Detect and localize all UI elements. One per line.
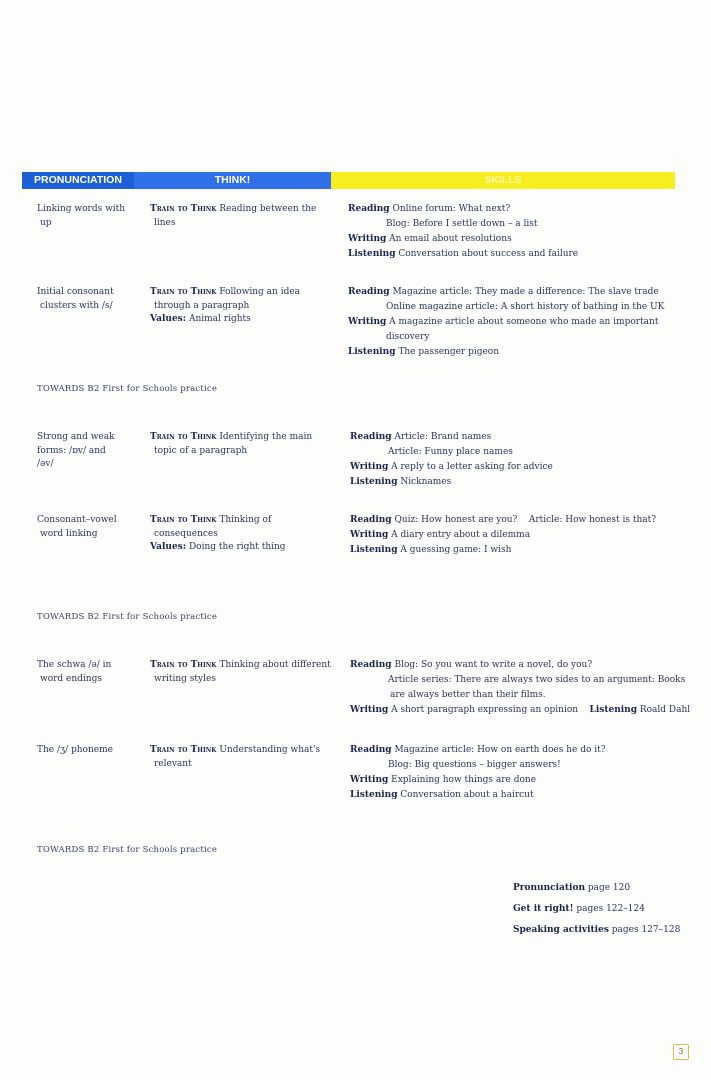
towards-practice-2: TOWARDS B2 First for Schools practice (37, 612, 218, 622)
skill-label: Listening (348, 347, 396, 357)
think-text: Understanding what's (216, 745, 321, 755)
think-line (150, 286, 300, 300)
header-think: THINK! (134, 172, 331, 189)
train-to-think-label: Train to Think (150, 515, 217, 525)
think-line (150, 431, 312, 445)
skill-text: Explaining how things are done (388, 775, 537, 785)
skill-text: Online forum: What next? (389, 204, 511, 214)
values-line (150, 313, 300, 327)
skill-label: Reading (348, 204, 390, 214)
skill-text: Blog: So you want to write a novel, do you? (391, 660, 593, 670)
pronunciation-line: clusters with /s/ (40, 300, 113, 311)
think-line: relevant (154, 758, 192, 769)
think-line (150, 203, 316, 217)
skill-text: A guessing game: I wish (397, 545, 512, 555)
skill-label: Listening (589, 705, 637, 715)
pronunciation-line: Consonant–vowel (37, 515, 117, 525)
think-line (150, 744, 320, 758)
header-skills: SKILLS (331, 172, 675, 189)
ref-pronunciation: Pronunciation page 120 (513, 883, 631, 893)
skill-label: Writing (350, 530, 389, 540)
skill-label: Writing (350, 462, 389, 472)
skills-line (350, 514, 656, 528)
skills-line (348, 316, 664, 330)
skills-line (348, 346, 664, 360)
think-text: Following an idea (216, 287, 301, 297)
train-to-think-label: Train to Think (150, 660, 217, 670)
think-cell (150, 431, 312, 458)
skills-line (350, 461, 553, 475)
skills-line (350, 544, 656, 558)
pronunciation-line: word endings (40, 673, 102, 684)
values-text: Animal rights (188, 314, 251, 324)
skill-label: Reading (350, 432, 392, 442)
skill-text: Magazine article: How on earth does he do it? (391, 745, 606, 755)
skill-text: Conversation about a haircut (397, 790, 534, 800)
think-line: topic of a paragraph (154, 445, 248, 456)
skills-line (350, 759, 606, 773)
think-text: Reading between the (216, 204, 317, 214)
pronunciation-line: Initial consonant (37, 287, 114, 297)
skills-cell (350, 744, 606, 804)
ref-get-it-right: Get it right! pages 122–124 (513, 904, 645, 914)
skills-line (348, 218, 578, 232)
skills-line (350, 789, 606, 803)
think-cell (150, 286, 300, 327)
skills-line (348, 286, 664, 300)
think-line: writing styles (154, 673, 216, 684)
pronunciation-line: Strong and weak (37, 432, 115, 442)
skills-line (348, 203, 578, 217)
skill-text: An email about resolutions (386, 234, 512, 244)
skills-line (348, 233, 578, 247)
train-to-think-label: Train to Think (150, 432, 217, 442)
skills-line (350, 774, 606, 788)
skill-text: Magazine article: They made a difference: The slave trade (389, 287, 659, 297)
skills-line (348, 301, 664, 315)
skill-text: A diary entry about a dilemma (388, 530, 531, 540)
skills-cell (350, 431, 553, 491)
skill-label: Writing (350, 775, 389, 785)
towards-practice-1: TOWARDS B2 First for Schools practice (37, 384, 218, 394)
skills-cell (348, 286, 664, 361)
pronunciation-cell (37, 744, 113, 758)
pronunciation-line: The schwa /ə/ in (37, 660, 112, 670)
think-text: Thinking about different (216, 660, 331, 670)
skill-label: Listening (350, 545, 398, 555)
pronunciation-line: /əv/ (37, 459, 54, 469)
values-label: Values: (150, 542, 187, 552)
skill-text: Online magazine article: A short history of bathing in the UK (386, 302, 665, 312)
skill-text: Conversation about success and failure (395, 249, 579, 259)
skill-text: The passenger pigeon (395, 347, 500, 357)
think-text: Thinking of (216, 515, 272, 525)
skills-line (350, 704, 690, 718)
skills-cell (350, 514, 656, 559)
pronunciation-cell (37, 514, 117, 541)
pronunciation-line: word linking (40, 528, 98, 539)
skills-line (348, 331, 664, 345)
think-cell (150, 514, 286, 555)
skill-text: Roald Dahl (637, 705, 691, 715)
skill-label: Writing (348, 317, 387, 327)
train-to-think-label: Train to Think (150, 287, 217, 297)
skill-label: Reading (350, 515, 392, 525)
pronunciation-line: Linking words with (37, 204, 126, 214)
skills-line (350, 476, 553, 490)
skill-text: Article: Funny place names (388, 447, 513, 457)
skill-text: Blog: Before I settle down – a list (386, 219, 538, 229)
pronunciation-line: up (40, 217, 52, 228)
header-pronunciation: PRONUNCIATION (22, 172, 134, 189)
skill-text: A reply to a letter asking for advice (388, 462, 553, 472)
skills-line (350, 689, 690, 703)
think-cell (150, 203, 316, 230)
skill-text: Article: Brand names (391, 432, 492, 442)
skill-label: Listening (348, 249, 396, 259)
pronunciation-cell (37, 659, 111, 686)
page-number: 3 (673, 1044, 689, 1060)
skill-text: are always better than their films. (390, 690, 546, 700)
table-header (22, 172, 675, 189)
pronunciation-cell (37, 286, 114, 313)
skill-label: Reading (350, 660, 392, 670)
think-cell (150, 744, 320, 771)
skills-line (350, 529, 656, 543)
skill-label: Reading (348, 287, 390, 297)
think-line: consequences (154, 528, 218, 539)
skill-text: Quiz: How honest are you? Article: How honest is that? (391, 515, 657, 525)
think-line (150, 514, 286, 528)
think-line (150, 659, 331, 673)
skills-line (350, 744, 606, 758)
skill-text: Blog: Big questions – bigger answers! (388, 760, 561, 770)
skills-line (348, 248, 578, 262)
skills-cell (348, 203, 578, 263)
think-text: Identifying the main (216, 432, 313, 442)
values-line (150, 541, 286, 555)
skill-label: Writing (350, 705, 389, 715)
values-text: Doing the right thing (188, 542, 286, 552)
skill-label: Listening (350, 790, 398, 800)
values-label: Values: (150, 314, 187, 324)
skill-label: Reading (350, 745, 392, 755)
skills-line (350, 446, 553, 460)
skill-text: Article series: There are always two sides to an argument: Books (388, 675, 686, 685)
think-line: through a paragraph (154, 300, 250, 311)
skills-line (350, 659, 690, 673)
train-to-think-label: Train to Think (150, 204, 217, 214)
pronunciation-cell (37, 431, 115, 472)
pronunciation-line: The /ʒ/ phoneme (37, 745, 113, 755)
skill-text: Nicknames (397, 477, 452, 487)
ref-speaking-activities: Speaking activities pages 127–128 (513, 925, 681, 935)
pronunciation-line: forms: /ɒv/ and (37, 445, 106, 456)
skill-text: discovery (386, 332, 430, 342)
skills-cell (350, 659, 690, 719)
towards-practice-3: TOWARDS B2 First for Schools practice (37, 845, 218, 855)
think-cell (150, 659, 331, 686)
skill-label: Writing (348, 234, 387, 244)
skills-line (350, 431, 553, 445)
skill-text: A magazine article about someone who made an important (386, 317, 659, 327)
skills-line (350, 674, 690, 688)
pronunciation-cell (37, 203, 125, 230)
train-to-think-label: Train to Think (150, 745, 217, 755)
skill-label: Listening (350, 477, 398, 487)
skill-text: A short paragraph expressing an opinion (388, 705, 590, 715)
think-line: lines (154, 217, 176, 228)
